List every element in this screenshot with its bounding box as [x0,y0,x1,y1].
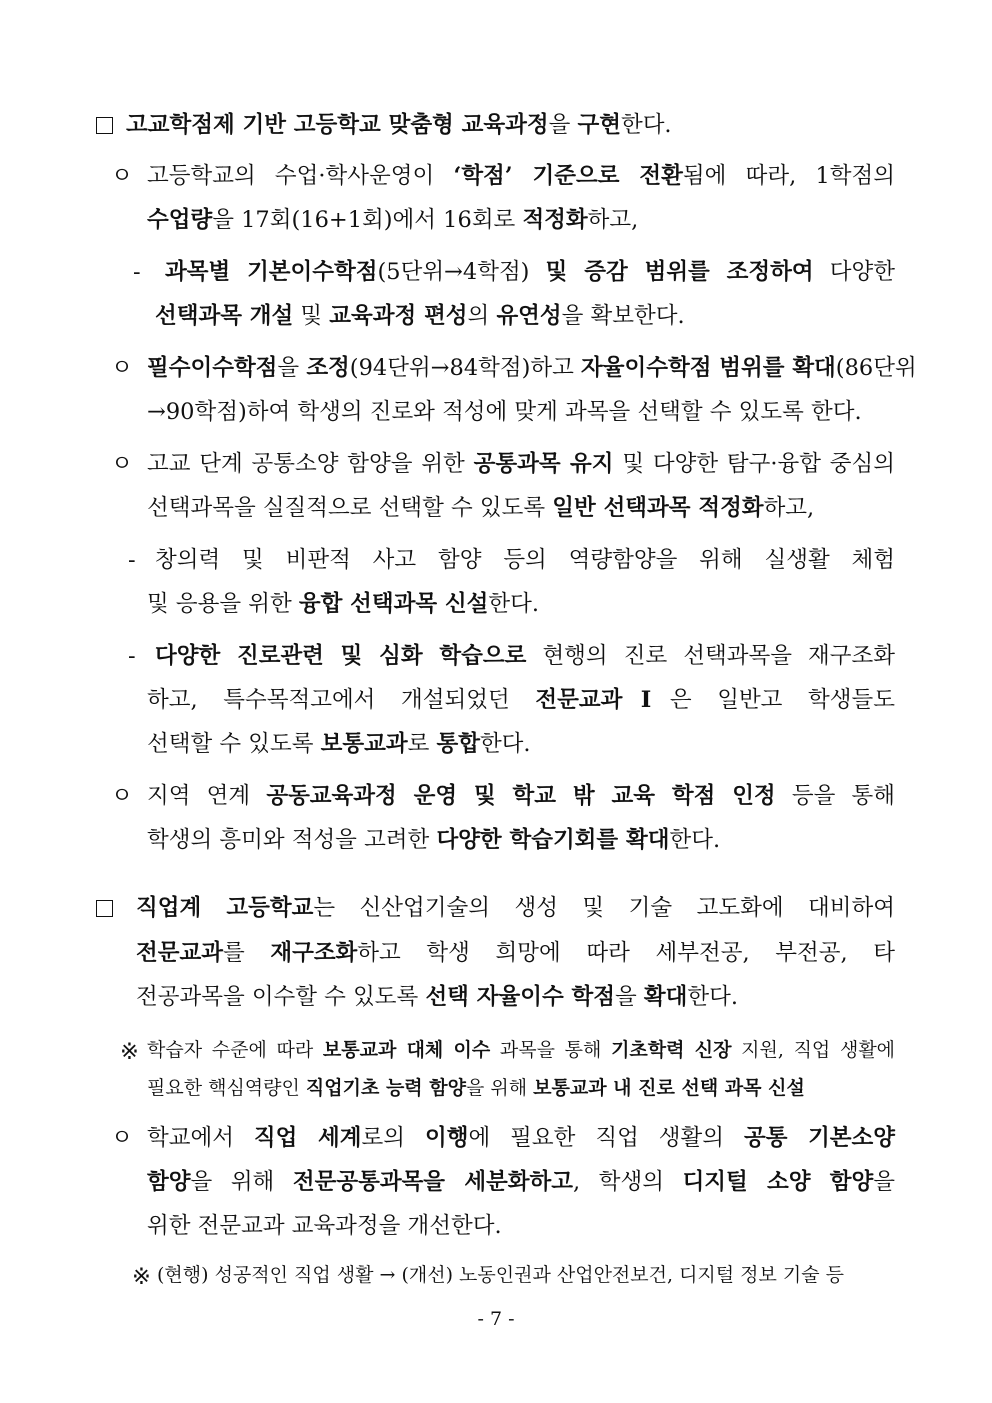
bold-text-run: 공동교육과정 운영 및 학교 밖 교육 학점 인정 [266,783,776,809]
bold-text-run: 고교학점제 기반 고등학교 맞춤형 교육과정 [126,112,549,138]
dash-3-line-1 [155,641,895,671]
bold-text-run: 공통과목 유지 [473,451,614,477]
text-run: 과목을 통해 [490,1039,612,1061]
text-run: 을 [277,355,307,381]
bold-text-run: 이행 [424,1125,469,1151]
text-run: (5단위→4학점) [377,259,546,285]
bullet-4-line-2 [147,825,720,855]
text-run: 전공과목을 이수할 수 있도록 [136,984,426,1010]
bold-text-run: 직업기초 능력 함양 [305,1077,466,1099]
bold-text-run: 다양한 학습기회를 확대 [436,827,670,853]
text-run: 하고 학생 희망에 따라 세부전공, 부전공, 타 [357,940,895,966]
text-run: 하고, [587,207,639,233]
bold-text-run: 보통교과 [320,731,408,757]
bullet-1-line-1 [147,161,895,191]
bullet-circle-icon: ㅇ [111,783,133,809]
bold-text-run: 다양한 진로관련 및 심화 학습으로 [155,643,527,669]
text-run: 선택할 수 있도록 [147,731,321,757]
bold-text-run: 선택 자율이수 학점 [425,984,615,1010]
text-run: 을 위해 [465,1077,534,1099]
text-run: 한다. [620,112,672,138]
text-run: 한다. [488,591,540,617]
text-run: 현행의 진로 선택과목을 재구조화 [526,643,895,669]
text-run: 로 [407,731,437,757]
section-2-line-1 [136,893,895,923]
dash-marker: - [128,643,136,669]
page-number: - 7 - [477,1308,515,1330]
bold-text-run: 공통 기본소양 [743,1125,896,1151]
text-run: 및 다양한 탐구·융합 중심의 [613,451,895,477]
bold-text-run: 자율이수학점 범위를 확대 [581,355,836,381]
text-run: (94단위→84학점)하고 [349,355,582,381]
section-1-title [126,110,672,140]
text-run: 창의력 및 비판적 사고 함양 등의 역량함양을 위해 실생활 체험 [155,547,895,573]
dash-3-line-3 [147,729,531,759]
bold-text-run: 전문교과Ⅰ [535,687,670,713]
text-run: 됨에 따라, 1학점의 [682,163,896,189]
text-run: 의 [467,303,497,329]
bullet-1-line-2 [147,205,638,235]
bullet-2-line-2 [147,397,862,427]
text-run: 고등학교의 수업·학사운영이 [147,163,454,189]
section-2-line-3 [136,982,738,1012]
text-run: 을 [873,1169,896,1195]
bold-text-run: 디지털 소양 함양 [682,1169,874,1195]
note-mark: ※ [120,1039,139,1065]
bold-text-run: 수업량 [147,207,213,233]
text-run: 한다. [479,731,531,757]
bullet-3-line-1 [147,449,895,479]
bold-text-run: 교육과정 편성 [329,303,468,329]
text-run: 및 응용을 위한 [147,591,299,617]
bold-text-run: 과목별 기본이수학점 [165,259,378,285]
text-run: 한다. [669,827,721,853]
text-run: 지원, 직업 생활에 [731,1039,896,1061]
bullet-3-line-2 [147,493,814,523]
text-run: 학교에서 [147,1125,254,1151]
bullet-circle-icon: ㅇ [111,163,133,189]
bullet-4-line-1 [147,781,895,811]
bold-text-run: ‘학점’ 기준으로 전환 [453,163,683,189]
bold-text-run: 전문교과 [136,940,223,966]
bold-text-run: 선택과목 개설 [155,303,294,329]
text-run: →90학점)하여 학생의 진로와 적성에 맞게 과목을 선택할 수 있도록 한다. [147,399,862,425]
text-run: 위한 전문교과 교육과정을 개선한다. [147,1213,502,1239]
bold-text-run: 직업 세계 [253,1125,362,1151]
bullet-5-line-2 [147,1167,895,1197]
text-run: 로의 [361,1125,425,1151]
note-1-line-2 [147,1075,805,1101]
text-run: 학습자 수준에 따라 [147,1039,323,1061]
text-run: 을 [548,112,578,138]
dash-2-line-1 [155,545,895,575]
text-run: 필요한 핵심역량인 [147,1077,306,1099]
text-run: (86단위 [835,355,917,381]
bold-text-run: 일반 선택과목 적정화 [552,495,764,521]
bold-text-run: 보통교과 대체 이수 [322,1039,491,1061]
bold-text-run: 재구조화 [270,940,358,966]
bold-text-run: 직업계 고등학교 [136,895,314,921]
bold-text-run: 확대 [643,984,688,1010]
bold-text-run: 적정화 [522,207,588,233]
text-run: 하고, [763,495,815,521]
bold-text-run: 전문공통과목을 세분화하고 [292,1169,573,1195]
bold-text-run: 함양 [147,1169,191,1195]
text-run: 및 [293,303,330,329]
bold-text-run: 및 증감 범위를 조정하여 [545,259,814,285]
note-2-line-1 [157,1262,844,1288]
text-run: 를 [222,940,271,966]
text-run: 다양한 [813,259,895,285]
bold-text-run: 구현 [577,112,621,138]
text-run: (현행) 성공적인 직업 생활 → (개선) 노동인권과 산업안전보건, 디지털 정보 기술 등 [157,1264,845,1286]
dash-1-line-2 [155,301,685,331]
bold-text-run: 조정 [306,355,350,381]
dash-1-line-1 [165,257,895,287]
bold-text-run: 기초학력 신장 [611,1039,732,1061]
text-run: 을 17회(16+1회)에서 16회로 [212,207,523,233]
bullet-2-line-1 [147,353,917,383]
bullet-circle-icon: ㅇ [111,355,133,381]
text-run: 을 [614,984,644,1010]
text-run: 학생의 흥미와 적성을 고려한 [147,827,437,853]
dash-3-line-2 [147,685,895,715]
note-1-line-1 [147,1037,895,1063]
text-run: 은 일반고 학생들도 [669,687,895,713]
dash-marker: - [128,547,136,573]
bullet-circle-icon: ㅇ [111,451,133,477]
checkbox-square-icon [96,117,113,134]
dash-marker: - [133,259,141,285]
text-run: 을 위해 [190,1169,293,1195]
bullet-5-line-1 [147,1123,895,1153]
text-run: 고교 단계 공통소양 함양을 위한 [147,451,474,477]
dash-2-line-2 [147,589,539,619]
bold-text-run: 통합 [436,731,480,757]
bold-text-run: 융합 선택과목 신설 [298,591,489,617]
section-2-line-2 [136,938,895,968]
text-run: 하고, 특수목적고에서 개설되었던 [147,687,536,713]
bullet-circle-icon: ㅇ [111,1125,133,1151]
text-run: , 학생의 [573,1169,683,1195]
text-run: 에 필요한 직업 생활의 [468,1125,744,1151]
bullet-5-line-3 [147,1211,502,1241]
bold-text-run: 보통교과 내 진로 선택 과목 신설 [533,1077,805,1099]
text-run: 지역 연계 [147,783,267,809]
text-run: 한다. [687,984,738,1010]
text-run: 을 확보한다. [561,303,685,329]
text-run: 등을 통해 [775,783,895,809]
bold-text-run: 유연성 [496,303,562,329]
text-run: 는 신산업기술의 생성 및 기술 고도화에 대비하여 [313,895,895,921]
bold-text-run: 필수이수학점 [147,355,278,381]
note-mark: ※ [132,1264,151,1290]
checkbox-square-icon [96,900,113,917]
text-run: 선택과목을 실질적으로 선택할 수 있도록 [147,495,553,521]
